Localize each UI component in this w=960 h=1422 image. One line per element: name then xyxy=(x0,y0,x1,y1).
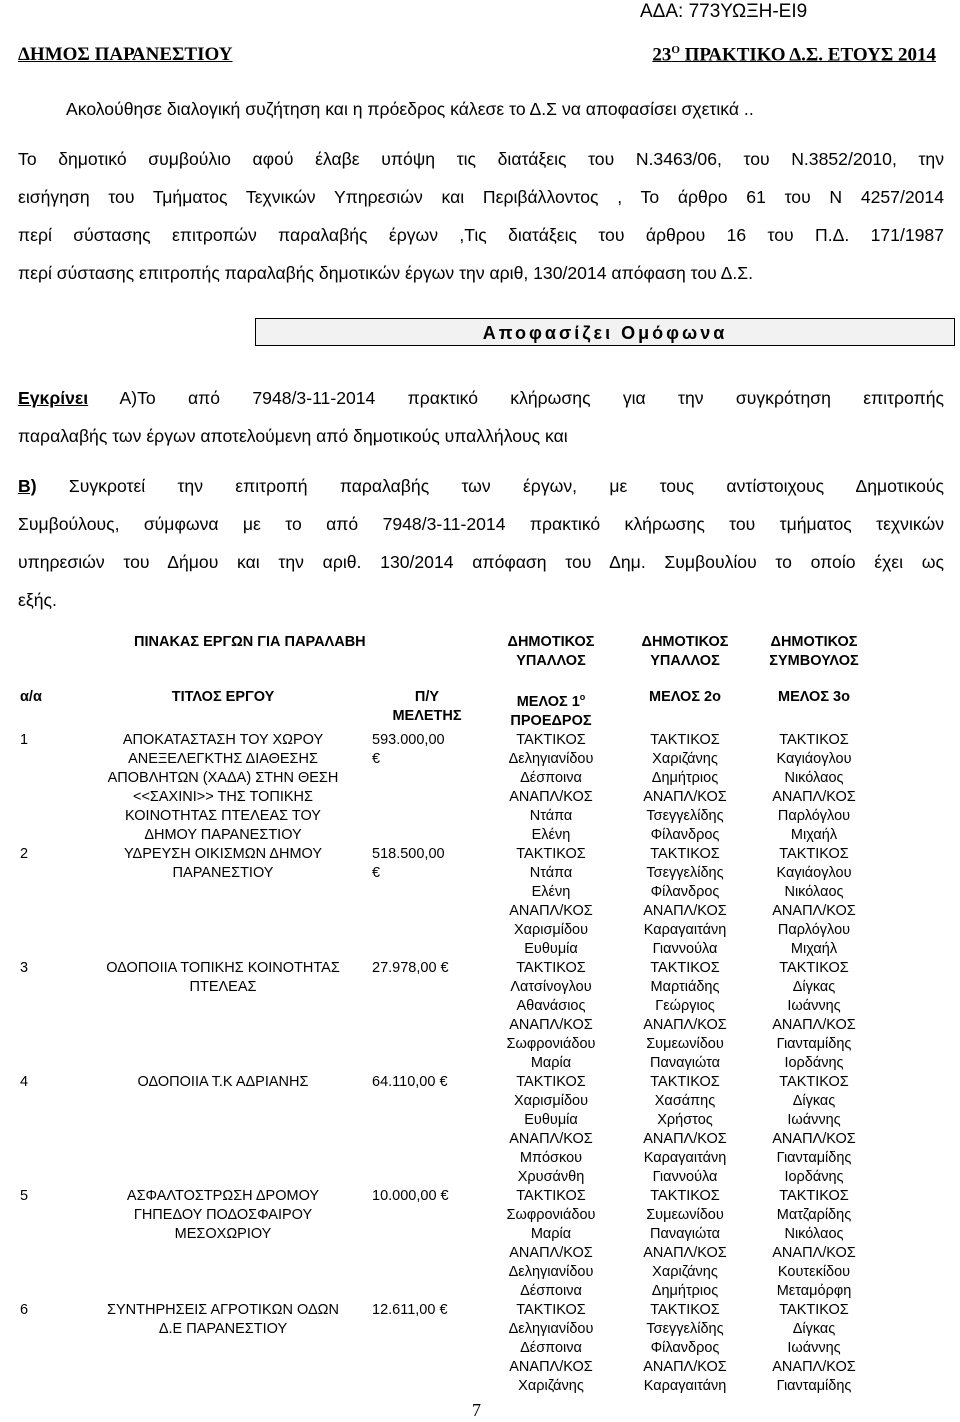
table-caption: ΠΙΝΑΚΑΣ ΕΡΓΩΝ ΓΙΑ ΠΑΡΑΛΑΒΗ xyxy=(134,634,366,650)
work-budget xyxy=(370,959,484,1073)
work-budget-line: 10.000,00 € xyxy=(372,1187,449,1204)
member-2-cell-line: ΑΝΑΠΛ/ΚΟΣ xyxy=(643,902,727,919)
member-1-cell-line: Δεληγιανίδου xyxy=(508,1320,594,1337)
table-row xyxy=(18,1187,876,1301)
member-2-cell-line: ΑΝΑΠΛ/ΚΟΣ xyxy=(643,788,727,805)
member-3-cell-line: Ιωάννης xyxy=(787,1111,841,1128)
work-title-line: ΑΝΕΞΕΛΕΓΚΤΗΣ ΔΙΑΘΕΣΗΣ xyxy=(128,750,318,767)
member-1-cell-line: Ευθυμία xyxy=(524,1111,578,1128)
member-2-cell-line: Φίλανδρος xyxy=(650,1339,720,1356)
group-header-councillor: ΔΗΜΟΤΙΚΟΣ ΣΥΜΒΟΥΛΟΣ xyxy=(769,634,859,669)
decision-banner: Αποφασίζει Ομόφωνα xyxy=(255,318,955,346)
member-2-cell-line: Φίλανδρος xyxy=(650,826,720,843)
considerations-line-1: Το δημοτικό συμβούλιο αφού έλαβε υπόψη τις διατάξεις του Ν.3463/06, του Ν.3852/2010, την xyxy=(18,149,944,169)
member-2-cell-line: ΑΝΑΠΛ/ΚΟΣ xyxy=(643,1130,727,1147)
member-3-cell-line: Νικόλαος xyxy=(784,1225,844,1242)
member-3-cell-line: ΤΑΚΤΙΚΟΣ xyxy=(779,1301,849,1318)
member-2-cell xyxy=(618,1301,752,1396)
member-3-cell-line: ΤΑΚΤΙΚΟΣ xyxy=(779,959,849,976)
work-title-line: ΑΠΟΚΑΤΑΣΤΑΣΗ ΤΟΥ ΧΩΡΟΥ xyxy=(122,731,324,748)
work-title-line: ΚΟΙΝΟΤΗΤΑΣ ΠΤΕΛΕΑΣ ΤΟΥ xyxy=(125,807,321,824)
member-3-cell-line: Κουτεκίδου xyxy=(777,1263,851,1280)
group-header-employee-2: ΔΗΜΟΤΙΚΟΣ ΥΠΑΛΛΟΣ xyxy=(641,634,729,669)
member-2-cell-line: ΤΑΚΤΙΚΟΣ xyxy=(650,1187,720,1204)
work-title xyxy=(76,731,370,845)
member-1-cell xyxy=(484,959,618,1073)
member-3-cell-line: ΤΑΚΤΙΚΟΣ xyxy=(779,1073,849,1090)
member-1-cell-line: Δεληγιανίδου xyxy=(508,1263,594,1280)
member-2-cell-line: Δημήτριος xyxy=(651,1282,719,1299)
work-budget-line: 64.110,00 € xyxy=(372,1073,448,1090)
row-number: 1 xyxy=(20,731,29,748)
member-3-cell-line: Μιχαήλ xyxy=(790,940,838,957)
work-title-line: ΣΥΝΤΗΡΗΣΕΙΣ ΑΓΡΟΤΙΚΩΝ ΟΔΩΝ xyxy=(107,1301,339,1318)
member-3-cell-line: Καγιάογλου xyxy=(776,864,852,881)
member-2-cell-line: ΑΝΑΠΛ/ΚΟΣ xyxy=(643,1244,727,1261)
row-number: 6 xyxy=(20,1301,29,1318)
member-1-cell-line: ΤΑΚΤΙΚΟΣ xyxy=(516,845,586,862)
member-1-cell-line: Σωφρονιάδου xyxy=(506,1035,596,1052)
member-1-cell-line: ΑΝΑΠΛ/ΚΟΣ xyxy=(509,1016,593,1033)
member-1-cell xyxy=(484,1187,618,1301)
member-2-cell-line: Μαρτιάδης xyxy=(650,978,720,995)
member-3-cell-line: Καγιάογλου xyxy=(776,750,852,767)
work-budget-line: 27.978,00 € xyxy=(372,959,449,976)
member-1-cell-line: ΤΑΚΤΙΚΟΣ xyxy=(516,959,586,976)
work-budget-line: 12.611,00 € xyxy=(372,1301,448,1318)
minutes-sup: Ο xyxy=(671,44,680,56)
member-3-cell xyxy=(752,959,876,1073)
considerations-line-3: περί σύστασης επιτροπών παραλαβής έργων ,Τις διατάξεις του άρθρου 16 του Π.Δ. 171/1987 xyxy=(18,225,944,245)
member-3-cell-line: Γιανταμίδης xyxy=(776,1149,852,1166)
member-2-cell-line: Συμεωνίδου xyxy=(646,1206,724,1223)
committee-line-2: Συμβούλους, σύμφωνα με το από 7948/3-11-2014 πρακτικό κλήρωσης του τμήματος τεχνικών xyxy=(18,514,944,534)
table-group-header-row xyxy=(18,633,876,688)
member-1-cell-line: Δεληγιανίδου xyxy=(508,750,594,767)
member-3-cell-line: Νικόλαος xyxy=(784,883,844,900)
member-3-cell-line: Νικόλαος xyxy=(784,769,844,786)
work-title-line: ΑΠΟΒΛΗΤΩΝ (ΧΑΔΑ) ΣΤΗΝ ΘΕΣΗ xyxy=(107,769,339,786)
member-1-cell-line: ΤΑΚΤΙΚΟΣ xyxy=(516,1301,586,1318)
member-1-cell-line: ΑΝΑΠΛ/ΚΟΣ xyxy=(509,1130,593,1147)
member-1-cell-line: Χρυσάνθη xyxy=(517,1168,585,1185)
member-1-cell-line: Ελένη xyxy=(531,883,571,900)
municipality-header: ΔΗΜΟΣ ΠΑΡΑΝΕΣΤΙΟΥ xyxy=(18,44,233,65)
member-2-cell-line: Δημήτριος xyxy=(651,769,719,786)
work-title xyxy=(76,1073,370,1187)
work-budget-line: € xyxy=(372,864,381,881)
approves-line-1 xyxy=(18,388,944,409)
table-row xyxy=(18,1301,876,1396)
member-1-cell-line: Μαρία xyxy=(530,1054,572,1071)
table-row xyxy=(18,731,876,845)
work-budget xyxy=(370,1187,484,1301)
member-2-cell-line: Γεώργιος xyxy=(655,997,715,1014)
work-title-line: ΟΔΟΠΟΙΙΑ ΤΟΠΙΚΗΣ ΚΟΙΝΟΤΗΤΑΣ xyxy=(106,959,340,976)
ada-code: ΑΔΑ: 773ΥΩΞΗ-ΕΙ9 xyxy=(640,1,808,22)
member-2-cell-line: Τσεγγελίδης xyxy=(646,864,724,881)
table-row xyxy=(18,1073,876,1187)
member-3-cell-line: ΑΝΑΠΛ/ΚΟΣ xyxy=(772,902,856,919)
work-title xyxy=(76,845,370,959)
member-2-cell-line: Χρήστος xyxy=(657,1111,713,1128)
row-number: 5 xyxy=(20,1187,29,1204)
member-2-cell-line: Φίλανδρος xyxy=(650,883,720,900)
approves-line-2: παραλαβής των έργων αποτελούμενη από δημοτικούς υπαλλήλους και xyxy=(18,426,568,446)
member-1-cell-line: ΤΑΚΤΙΚΟΣ xyxy=(516,1073,586,1090)
work-budget xyxy=(370,1301,484,1396)
table-row xyxy=(18,959,876,1073)
member-3-cell-line: Ιωάννης xyxy=(787,997,841,1014)
member-2-cell xyxy=(618,731,752,845)
member-2-cell-line: Παναγιώτα xyxy=(650,1225,720,1242)
member-1-cell-line: Ευθυμία xyxy=(524,940,578,957)
member-1-cell-line: Ντάπα xyxy=(529,807,573,824)
work-budget xyxy=(370,845,484,959)
col-member-1: ΜΕΛΟΣ $1^o$ ΠΡΟΕΔΡΟΣ xyxy=(510,692,592,729)
col-member-2: ΜΕΛΟΣ 2ο xyxy=(649,689,721,705)
member-2-cell-line: Καραγαιτάνη xyxy=(643,1377,727,1394)
member-3-cell xyxy=(752,845,876,959)
member-2-cell-line: Χαριζάνης xyxy=(652,750,718,767)
member-2-cell-line: ΑΝΑΠΛ/ΚΟΣ xyxy=(643,1358,727,1375)
work-title-line: Δ.Ε ΠΑΡΑΝΕΣΤΙΟΥ xyxy=(158,1320,288,1337)
works-table xyxy=(18,633,876,1396)
member-2-cell-line: Καραγαιτάνη xyxy=(643,921,727,938)
member-1-cell-line: Χαρισμίδου xyxy=(513,1092,589,1109)
work-title xyxy=(76,959,370,1073)
member-3-cell-line: Δίγκας xyxy=(792,978,836,995)
member-2-cell-line: Γιαννούλα xyxy=(652,1168,718,1185)
member-1-cell-line: Δέσποινα xyxy=(520,1282,582,1299)
member-1-cell xyxy=(484,1073,618,1187)
work-title xyxy=(76,1301,370,1396)
member-2-cell-line: Καραγαιτάνη xyxy=(643,1149,727,1166)
work-budget xyxy=(370,1073,484,1187)
member-1-cell xyxy=(484,1301,618,1396)
member-3-cell-line: Μεταμόρφη xyxy=(776,1282,852,1299)
member-2-cell-line: ΤΑΚΤΙΚΟΣ xyxy=(650,1301,720,1318)
work-budget-line: € xyxy=(372,750,381,767)
member-2-cell-line: Παναγιώτα xyxy=(650,1054,720,1071)
work-budget-line: 518.500,00 xyxy=(372,845,445,862)
work-title-line: ΥΔΡΕΥΣΗ ΟΙΚΙΣΜΩΝ ΔΗΜΟΥ xyxy=(123,845,323,862)
member-2-cell-line: ΑΝΑΠΛ/ΚΟΣ xyxy=(643,1016,727,1033)
member-3-cell-line: ΑΝΑΠΛ/ΚΟΣ xyxy=(772,1016,856,1033)
considerations-line-2: εισήγηση του Τμήματος Τεχνικών Υπηρεσιών και Περιβάλλοντος , Το άρθρο 61 του Ν 4257/2014 xyxy=(18,187,944,207)
committee-line-4: εξής. xyxy=(18,590,57,610)
work-budget xyxy=(370,731,484,845)
member-2-cell-line: Χασάπης xyxy=(654,1092,716,1109)
row-number: 3 xyxy=(20,959,29,976)
page-number: 7 xyxy=(472,1400,481,1420)
col-budget: Π/Υ ΜΕΛΕΤΗΣ xyxy=(392,689,462,724)
table-row xyxy=(18,845,876,959)
member-3-cell-line: ΤΑΚΤΙΚΟΣ xyxy=(779,1187,849,1204)
approves-text: Α)Το από 7948/3-11-2014 πρακτικό κλήρωσης για την συγκρότηση επιτροπής xyxy=(88,388,944,408)
member-1-cell-line: Ντάπα xyxy=(529,864,573,881)
member-3-cell-line: Ιορδάνης xyxy=(784,1168,844,1185)
b-label: Β) xyxy=(18,476,37,496)
discussion-paragraph: Ακολούθησε διαλογική συζήτηση και η πρόεδρος κάλεσε το Δ.Σ να αποφασίσει σχετικά .. xyxy=(66,99,754,119)
work-title xyxy=(76,1187,370,1301)
member-1-cell-line: Δέσποινα xyxy=(520,769,582,786)
col-title: ΤΙΤΛΟΣ ΕΡΓΟΥ xyxy=(171,689,275,705)
member-1-cell-line: ΑΝΑΠΛ/ΚΟΣ xyxy=(509,902,593,919)
member-1-cell-line: ΑΝΑΠΛ/ΚΟΣ xyxy=(509,1358,593,1375)
member-1-cell-line: ΤΑΚΤΙΚΟΣ xyxy=(516,1187,586,1204)
work-title-line: ΓΗΠΕΔΟΥ ΠΟΔΟΣΦΑΙΡΟΥ xyxy=(133,1206,313,1223)
member-1-cell-line: Χαρισμίδου xyxy=(513,921,589,938)
committee-text: Συγκροτεί την επιτροπή παραλαβής των έργων, με τους αντίστοιχους Δημοτικούς xyxy=(36,476,944,496)
member-2-cell-line: ΤΑΚΤΙΚΟΣ xyxy=(650,1073,720,1090)
member-2-cell-line: ΤΑΚΤΙΚΟΣ xyxy=(650,731,720,748)
work-title-line: ΠΑΡΑΝΕΣΤΙΟΥ xyxy=(172,864,274,881)
row-number: 2 xyxy=(20,845,29,862)
considerations-line-4: περί σύστασης επιτροπής παραλαβής δημοτικών έργων την αριθ, 130/2014 απόφαση του Δ.Σ. xyxy=(18,263,754,283)
member-1-cell-line: Δέσποινα xyxy=(520,1339,582,1356)
member-3-cell xyxy=(752,731,876,845)
member-1-cell-line: Ελένη xyxy=(531,826,571,843)
work-title-line: ΜΕΣΟΧΩΡΙΟΥ xyxy=(174,1225,272,1242)
member-3-cell-line: ΤΑΚΤΙΚΟΣ xyxy=(779,845,849,862)
member-1-cell-line: ΑΝΑΠΛ/ΚΟΣ xyxy=(509,788,593,805)
member-3-cell-line: ΑΝΑΠΛ/ΚΟΣ xyxy=(772,1358,856,1375)
table-column-header-row xyxy=(18,688,876,731)
col-member-3: ΜΕΛΟΣ 3ο xyxy=(778,689,850,705)
member-2-cell-line: Χαριζάνης xyxy=(652,1263,718,1280)
member-3-cell xyxy=(752,1073,876,1187)
member-3-cell-line: ΑΝΑΠΛ/ΚΟΣ xyxy=(772,1130,856,1147)
member-3-cell-line: ΑΝΑΠΛ/ΚΟΣ xyxy=(772,788,856,805)
member-2-cell-line: Τσεγγελίδης xyxy=(646,1320,724,1337)
member-2-cell-line: Συμεωνίδου xyxy=(646,1035,724,1052)
member-1-cell-line: ΤΑΚΤΙΚΟΣ xyxy=(516,731,586,748)
member-2-cell-line: ΤΑΚΤΙΚΟΣ xyxy=(650,959,720,976)
member-2-cell xyxy=(618,1187,752,1301)
member-1-cell-line: Μαρία xyxy=(530,1225,572,1242)
member-1-cell-line: ΑΝΑΠΛ/ΚΟΣ xyxy=(509,1244,593,1261)
group-header-employee-1: ΔΗΜΟΤΙΚΟΣ ΥΠΑΛΛΟΣ xyxy=(507,634,595,669)
member-3-cell-line: Δίγκας xyxy=(792,1320,836,1337)
member-3-cell-line: Ματζαρίδης xyxy=(776,1206,852,1223)
approves-label: Εγκρίνει xyxy=(18,388,89,408)
member-1-cell-line: Λατσίνογλου xyxy=(510,978,592,995)
committee-line-3: υπηρεσιών του Δήμου και την αριθ. 130/2014 απόφαση του Δημ. Συμβουλίου το οποίο έχει ως xyxy=(18,552,944,572)
col-aa: α/α xyxy=(20,689,42,705)
member-2-cell xyxy=(618,1073,752,1187)
member-2-cell xyxy=(618,959,752,1073)
member-1-cell-line: Χαριζάνης xyxy=(518,1377,584,1394)
work-title-line: ΠΤΕΛΕΑΣ xyxy=(189,978,257,995)
member-2-cell-line: ΤΑΚΤΙΚΟΣ xyxy=(650,845,720,862)
member-3-cell xyxy=(752,1301,876,1396)
work-title-line: <<ΣΑΧΙΝΙ>> ΤΗΣ ΤΟΠΙΚΗΣ xyxy=(132,788,313,805)
minutes-header xyxy=(652,44,936,66)
member-1-cell xyxy=(484,845,618,959)
work-title-line: ΑΣΦΑΛΤΟΣΤΡΩΣΗ ΔΡΟΜΟΥ xyxy=(126,1187,320,1204)
member-3-cell xyxy=(752,1187,876,1301)
member-3-cell-line: ΑΝΑΠΛ/ΚΟΣ xyxy=(772,1244,856,1261)
row-number: 4 xyxy=(20,1073,29,1090)
committee-line-1 xyxy=(18,476,944,497)
minutes-number: 23 xyxy=(652,44,672,66)
member-2-cell-line: Γιαννούλα xyxy=(652,940,718,957)
work-budget-line: 593.000,00 xyxy=(372,731,445,748)
member-3-cell-line: Δίγκας xyxy=(792,1092,836,1109)
member-3-cell-line: Γιανταμίδης xyxy=(776,1035,852,1052)
member-3-cell-line: Μιχαήλ xyxy=(790,826,838,843)
member-1-cell xyxy=(484,731,618,845)
member-2-cell xyxy=(618,845,752,959)
member-3-cell-line: Παρλόγλου xyxy=(777,807,851,824)
work-title-line: ΔΗΜΟΥ ΠΑΡΑΝΕΣΤΙΟΥ xyxy=(144,826,302,843)
member-3-cell-line: Ιωάννης xyxy=(787,1339,841,1356)
member-3-cell-line: Παρλόγλου xyxy=(777,921,851,938)
member-2-cell-line: Τσεγγελίδης xyxy=(646,807,724,824)
member-1-cell-line: Μπόσκου xyxy=(519,1149,583,1166)
member-1-cell-line: Σωφρονιάδου xyxy=(506,1206,596,1223)
member-3-cell-line: Ιορδάνης xyxy=(784,1054,844,1071)
member-3-cell-line: ΤΑΚΤΙΚΟΣ xyxy=(779,731,849,748)
member-3-cell-line: Γιανταμίδης xyxy=(776,1377,852,1394)
work-title-line: ΟΔΟΠΟΙΙΑ Τ.Κ ΑΔΡΙΑΝΗΣ xyxy=(137,1073,309,1090)
minutes-title: ΠΡΑΚΤΙΚΟ Δ.Σ. ΕΤΟΥΣ 2014 xyxy=(679,44,936,66)
member-1-cell-line: Αθανάσιος xyxy=(516,997,586,1014)
